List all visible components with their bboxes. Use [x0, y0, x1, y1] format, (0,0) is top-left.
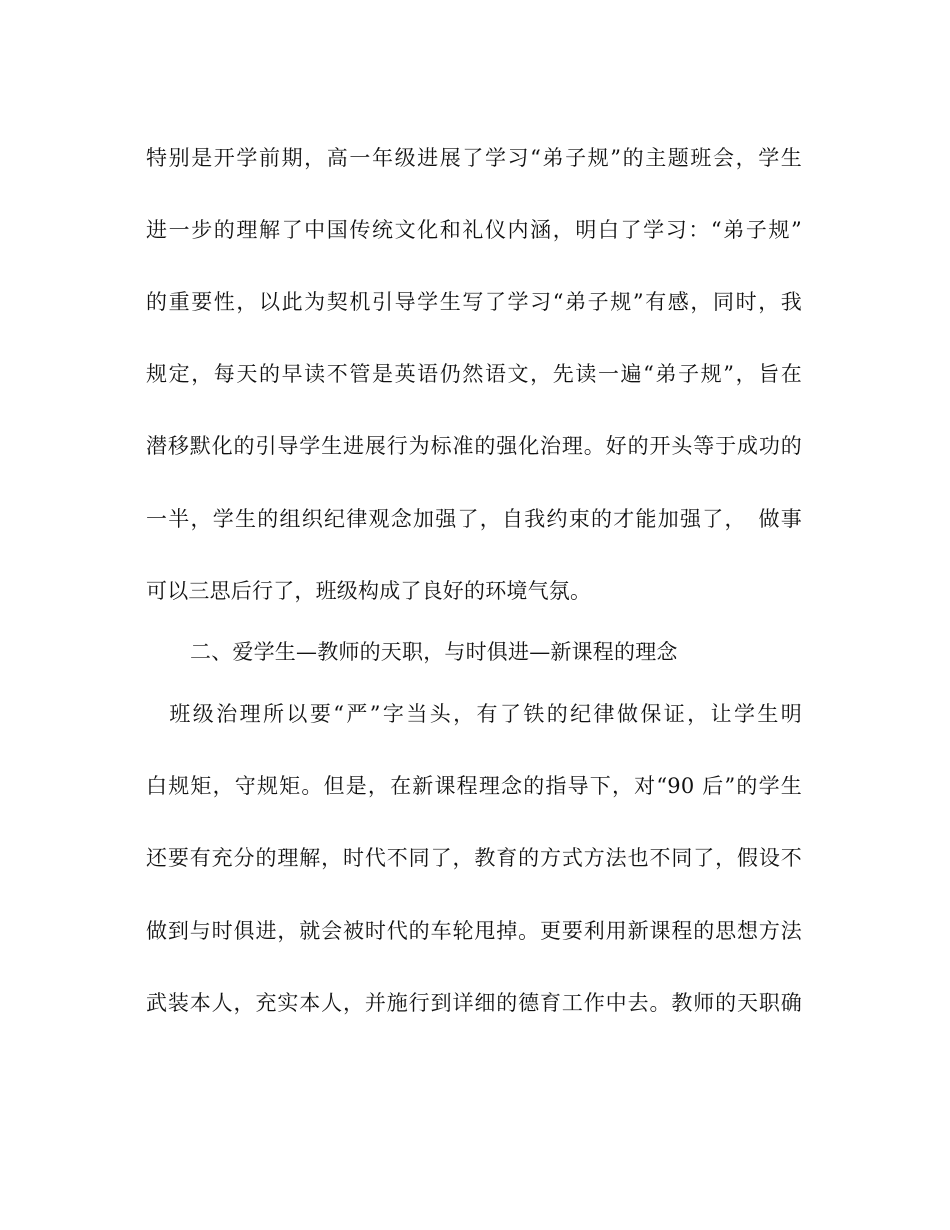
- section-heading: 二、爱学生—教师的天职，与时俱进—新课程的理念: [190, 640, 678, 664]
- paragraph-1-line-2: 进一步的理解了中国传统文化和礼仪内涵，明白了学习：“弟子规”: [146, 218, 802, 242]
- paragraph-2-line-2: 白规矩，守规矩。但是，在新课程理念的指导下，对“90 后”的学生: [146, 774, 802, 798]
- paragraph-2-line-3: 还要有充分的理解，时代不同了，教育的方式方法也不同了，假设不: [146, 846, 802, 870]
- paragraph-2-line-5: 武装本人，充实本人，并施行到详细的德育工作中去。教师的天职确: [146, 991, 802, 1015]
- paragraph-1-line-4: 规定，每天的早读不管是英语仍然语文，先读一遍“弟子规”，旨在: [146, 362, 802, 386]
- paragraph-2-line-1: 班级治理所以要“严”字当头，有了铁的纪律做保证，让学生明: [146, 702, 802, 726]
- paragraph-1-line-5: 潜移默化的引导学生进展行为标准的强化治理。好的开头等于成功的: [146, 434, 802, 458]
- paragraph-1-line-7: 可以三思后行了，班级构成了良好的环境气氛。: [146, 579, 592, 603]
- paragraph-2-line-4: 做到与时俱进，就会被时代的车轮甩掉。更要利用新课程的思想方法: [146, 919, 802, 943]
- paragraph-1-line-6: 一半，学生的组织纪律观念加强了，自我约束的才能加强了， 做事: [146, 507, 802, 531]
- paragraph-1-line-3: 的重要性，以此为契机引导学生写了学习“弟子规”有感，同时，我: [146, 290, 802, 314]
- paragraph-1-line-1: 特别是开学前期，高一年级进展了学习“弟子规”的主题班会，学生: [146, 146, 802, 170]
